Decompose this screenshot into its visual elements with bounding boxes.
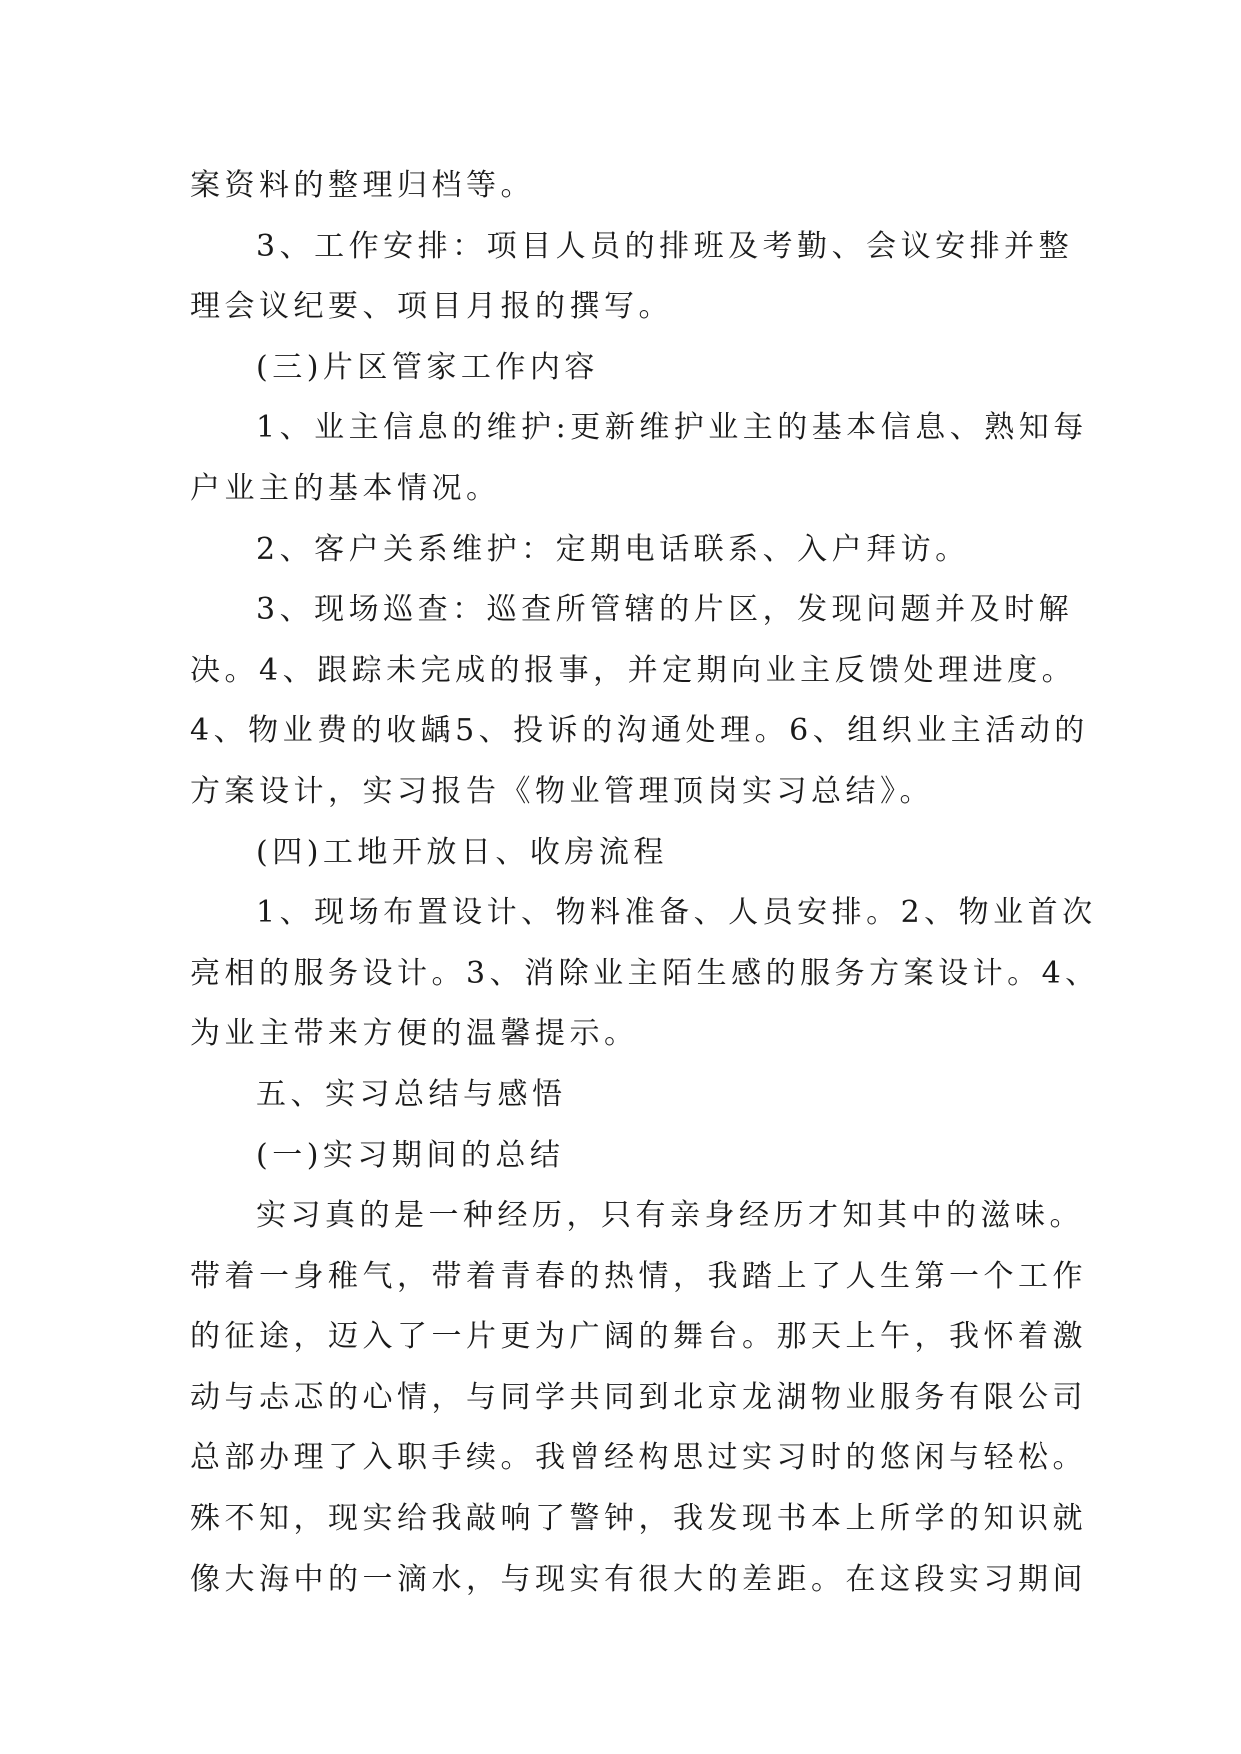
section-heading: (一)实习期间的总结 <box>256 1137 565 1173</box>
text-line: 案资料的整理归档等。 <box>190 168 535 203</box>
section-heading: (四)工地开放日、收房流程 <box>256 834 668 870</box>
text-line: 亮相的服务设计。3、消除业主陌生感的服务方案设计。4、 <box>190 955 1100 991</box>
text-line: 户业主的基本情况。 <box>190 470 501 506</box>
document-body <box>190 156 1100 1610</box>
section-heading: (三)片区管家工作内容 <box>256 349 599 385</box>
text-line: 3、现场巡查：巡查所管辖的片区，发现问题并及时解 <box>256 592 1074 628</box>
text-line: 2、客户关系维护：定期电话联系、入户拜访。 <box>256 531 970 567</box>
text-line: 动与忐忑的心情，与同学共同到北京龙湖物业服务有限公司 <box>190 1379 1087 1415</box>
text-line: 理会议纪要、项目月报的撰写。 <box>190 289 673 325</box>
text-line: 像大海中的一滴水，与现实有很大的差距。在这段实习期间 <box>190 1561 1087 1597</box>
text-line: 方案设计，实习报告《物业管理顶岗实习总结》。 <box>190 773 934 809</box>
text-line: 3、工作安排：项目人员的排班及考勤、会议安排并整 <box>256 228 1074 264</box>
text-line: 的征途，迈入了一片更为广阔的舞台。那天上午，我怀着激 <box>190 1319 1087 1355</box>
text-line: 1、现场布置设计、物料准备、人员安排。2、物业首次 <box>256 895 1097 931</box>
text-line: 殊不知，现实给我敲响了警钟，我发现书本上所学的知识就 <box>190 1501 1087 1537</box>
text-line: 实习真的是一种经历，只有亲身经历才知其中的滋味。 <box>256 1198 1084 1234</box>
text-line: 为业主带来方便的温馨提示。 <box>190 1016 639 1052</box>
text-line: 总部办理了入职手续。我曾经构思过实习时的悠闲与轻松。 <box>190 1440 1087 1476</box>
text-line: 决。4、跟踪未完成的报事，并定期向业主反馈处理进度。 <box>190 652 1077 688</box>
text-line: 4、物业费的收龋5、投诉的沟通处理。6、组织业主活动的 <box>190 713 1089 749</box>
chapter-heading: 五、实习总结与感悟 <box>256 1076 567 1112</box>
text-line: 带着一身稚气，带着青春的热情，我踏上了人生第一个工作 <box>190 1258 1087 1294</box>
text-line: 1、业主信息的维护:更新维护业主的基本信息、熟知每 <box>256 410 1088 446</box>
